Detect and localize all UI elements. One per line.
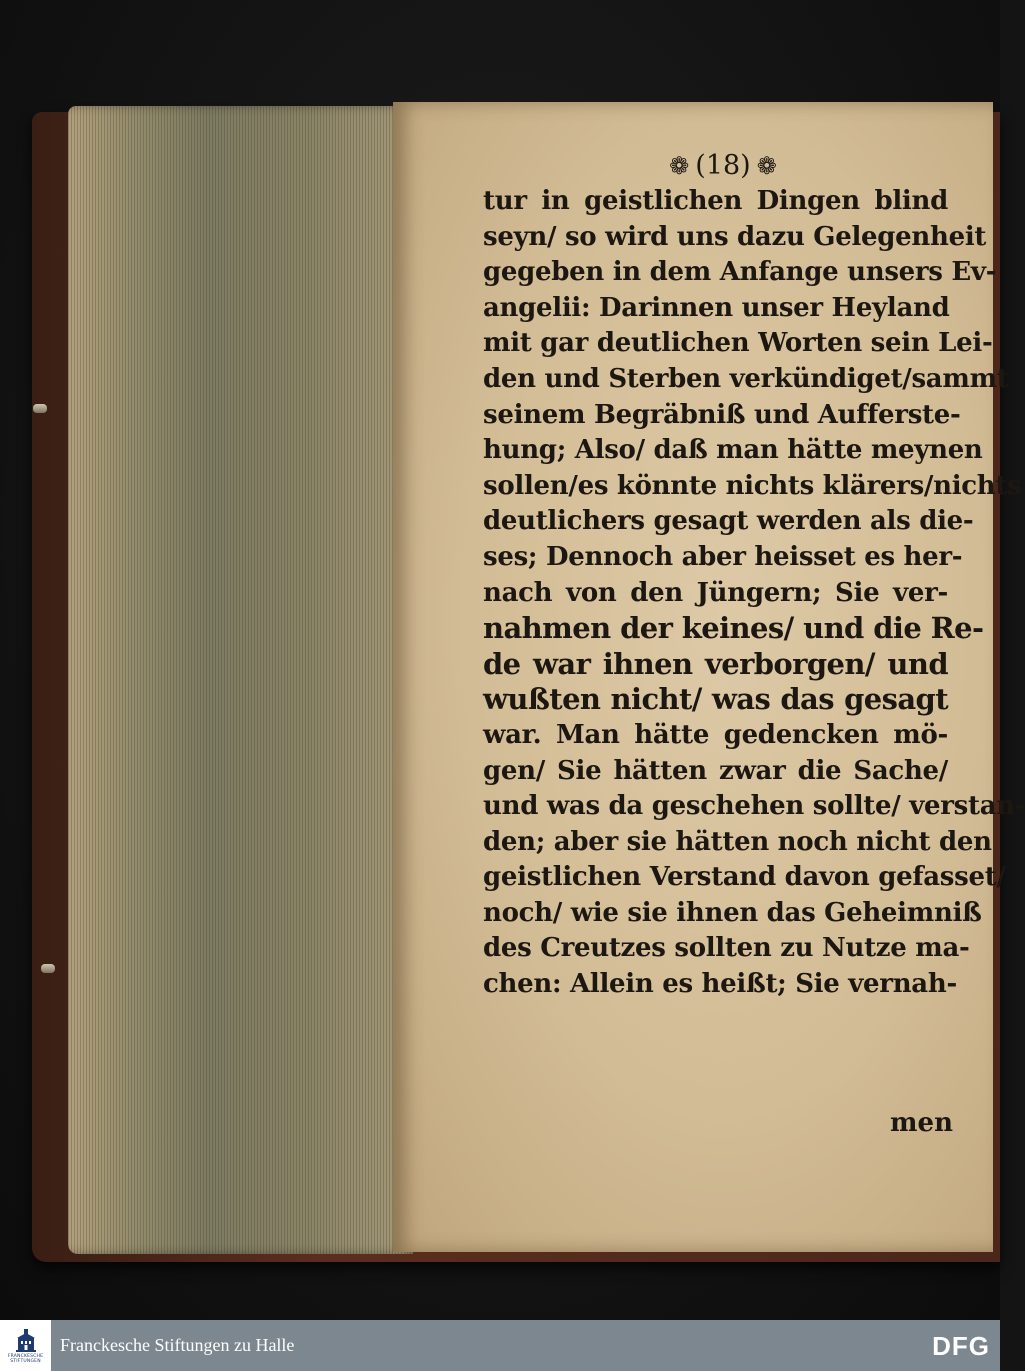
text-line: noch/ wie sie ihnen das Geheimniß bbox=[483, 897, 982, 928]
text-line: gegeben in dem Anfange unsers Ev- bbox=[483, 257, 997, 288]
institution-logo[interactable] bbox=[0, 1320, 51, 1371]
text-line: nach von den Jüngern; Sie ver- bbox=[483, 577, 948, 608]
page-header bbox=[648, 150, 798, 181]
page-block-edge bbox=[68, 106, 413, 1254]
text-line: ses; Dennoch aber heisset es her- bbox=[483, 541, 963, 572]
text-line: wußten nicht/ was das gesagt bbox=[483, 682, 948, 717]
text-line: und was da geschehen sollte/ verstan- bbox=[483, 791, 1025, 822]
flower-ornament-icon: ❁ bbox=[756, 151, 777, 180]
building-logo-icon bbox=[15, 1328, 37, 1354]
text-line: mit gar deutlichen Worten sein Lei- bbox=[483, 328, 993, 359]
text-line: den und Sterben verkündiget/sammt bbox=[483, 363, 1009, 394]
text-line: geistlichen Verstand davon gefasset/ bbox=[483, 862, 1006, 893]
dfg-logo[interactable]: DFG bbox=[932, 1331, 990, 1361]
footer-bar bbox=[0, 1320, 1000, 1371]
book-page bbox=[393, 102, 1025, 1252]
page-number: (18) bbox=[695, 150, 751, 181]
text-line: war. Man hätte gedencken mö- bbox=[483, 719, 948, 750]
catchword: men bbox=[890, 1108, 953, 1138]
text-line: deutlichers gesagt werden als die- bbox=[483, 506, 974, 537]
text-line: gen/ Sie hätten zwar die Sache/ bbox=[483, 755, 948, 786]
clasp-pin-bottom bbox=[41, 964, 55, 973]
text-line: sollen/es könnte nichts klärers/nichts bbox=[483, 470, 1022, 501]
text-line: tur in geistlichen Dingen blind bbox=[483, 186, 948, 216]
text-line: seinem Begräbniß und Aufferste- bbox=[483, 399, 961, 430]
text-line: de war ihnen verborgen/ und bbox=[483, 646, 948, 681]
clasp-pin-top bbox=[33, 404, 47, 413]
logo-caption: FRANCKESCHE STIFTUNGEN bbox=[7, 1353, 44, 1364]
text-line: hung; Also/ daß man hätte meynen bbox=[483, 435, 983, 466]
flower-ornament-icon: ❁ bbox=[669, 151, 690, 180]
text-line: des Creutzes sollten zu Nutze ma- bbox=[483, 933, 970, 964]
text-line: nahmen der keines/ und die Re- bbox=[483, 611, 984, 646]
page-body-text bbox=[483, 184, 1025, 1003]
text-line: den; aber sie hätten noch nicht den bbox=[483, 826, 992, 857]
institution-name[interactable]: Franckesche Stiftungen zu Halle bbox=[60, 1335, 295, 1355]
text-line: chen: Allein es heißt; Sie vernah- bbox=[483, 969, 957, 1000]
text-line: seyn/ so wird uns dazu Gelegenheit bbox=[483, 221, 987, 252]
text-line: angelii: Darinnen unser Heyland bbox=[483, 292, 950, 323]
